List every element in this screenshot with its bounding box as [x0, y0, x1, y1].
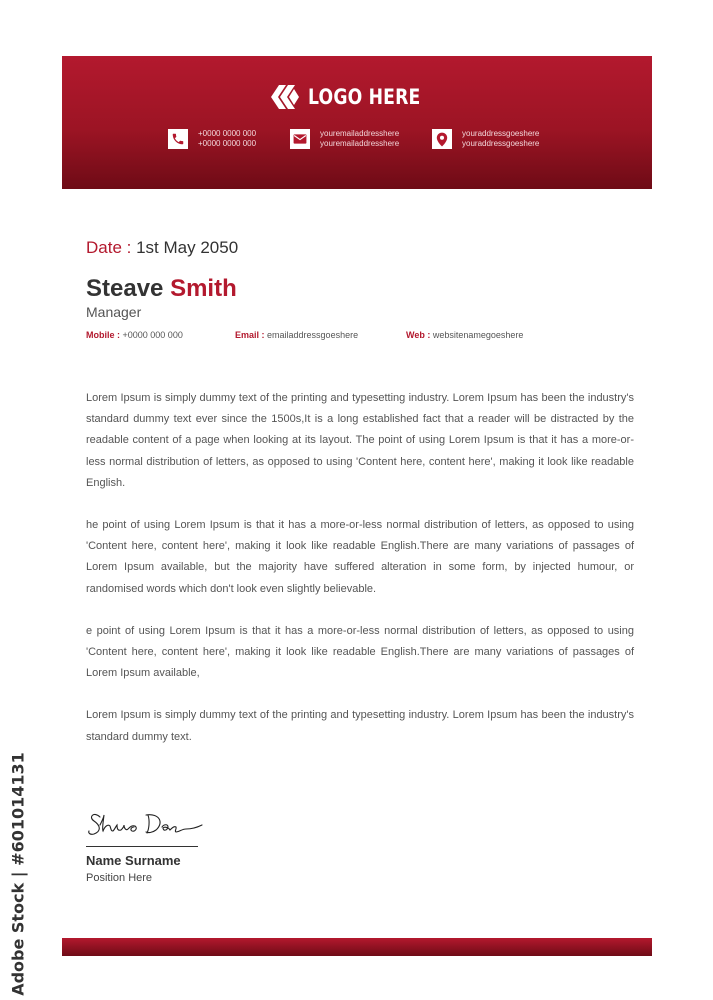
logo [62, 82, 652, 112]
recipient-web [406, 330, 523, 340]
mail-icon [290, 129, 310, 149]
body-paragraph: e point of using Lorem Ipsum is that it has a more-or-less normal distribution of letters, as opposed to using 'Content here, content here', making it look like readable English.There are many variations of passages of Lorem Ipsum available, [86, 624, 634, 680]
stock-id-text: Adobe Stock | #601014131 [8, 752, 28, 996]
recipient-first-name: Steave [86, 275, 164, 302]
date-value: 1st May 2050 [136, 238, 239, 257]
body-paragraph: Lorem Ipsum is simply dummy text of the printing and typesetting industry. Lorem Ipsum has been the industry's standard dummy text ever since the 1500s,It is a long established fact that a reader will be distracted by the readable content of a page when looking at its layout. The point of using Lorem Ipsum is that it has a more-or-less normal distribution of letters, as opposed to using 'Content here, content here', making it look like readable English. [86, 392, 634, 489]
letterhead-header [62, 56, 652, 189]
stock-watermark-id [6, 752, 30, 996]
handwritten-signature [86, 805, 206, 841]
location-pin-icon [432, 129, 452, 149]
recipient-name [86, 275, 237, 303]
email-line-1: youremailaddresshere [320, 129, 400, 138]
web-value: websitenamegoeshere [432, 330, 524, 340]
recipient-title: Manager [86, 304, 142, 320]
header-contacts [168, 129, 612, 153]
recipient-mobile [86, 330, 183, 340]
logo-mark-icon [268, 82, 302, 112]
email-value: emailaddressgoeshere [267, 330, 359, 340]
phone-contact [168, 129, 256, 149]
email-contact [290, 129, 399, 149]
signature-line [86, 846, 198, 847]
date-label: Date : [86, 238, 132, 257]
address-contact [432, 129, 539, 149]
letter-body [86, 388, 634, 769]
mobile-label: Mobile : [86, 330, 120, 340]
recipient-last-name: Smith [170, 275, 237, 302]
phone-line-1: +0000 0000 000 [198, 129, 257, 138]
address-line-2: youraddressgoeshere [462, 139, 540, 148]
body-paragraph: Lorem Ipsum is simply dummy text of the printing and typesetting industry. Lorem Ipsum has been the industry's standard dummy text. [86, 709, 634, 743]
footer-bar [62, 938, 652, 956]
email-label: Email : [235, 330, 265, 340]
email-line-2: youremailaddresshere [320, 139, 400, 148]
address-line-1: youraddressgoeshere [462, 129, 540, 138]
recipient-email [235, 330, 358, 340]
letter-date [86, 238, 238, 258]
signer-name: Name Surname [86, 853, 181, 868]
web-label: Web : [406, 330, 431, 340]
signer-position: Position Here [86, 872, 153, 884]
phone-line-2: +0000 0000 000 [198, 139, 257, 148]
phone-icon [168, 129, 188, 149]
logo-text: LOGO HERE [308, 85, 421, 109]
mobile-value: +0000 000 000 [122, 330, 183, 340]
body-paragraph: he point of using Lorem Ipsum is that it has a more-or-less normal distribution of letters, as opposed to using 'Content here, content here', making it look like readable English.There are many variations of passages of Lorem Ipsum available, but the majority have suffered alteration in some form, by injected humour, or randomised words which don't look even slightly believable. [86, 519, 634, 595]
